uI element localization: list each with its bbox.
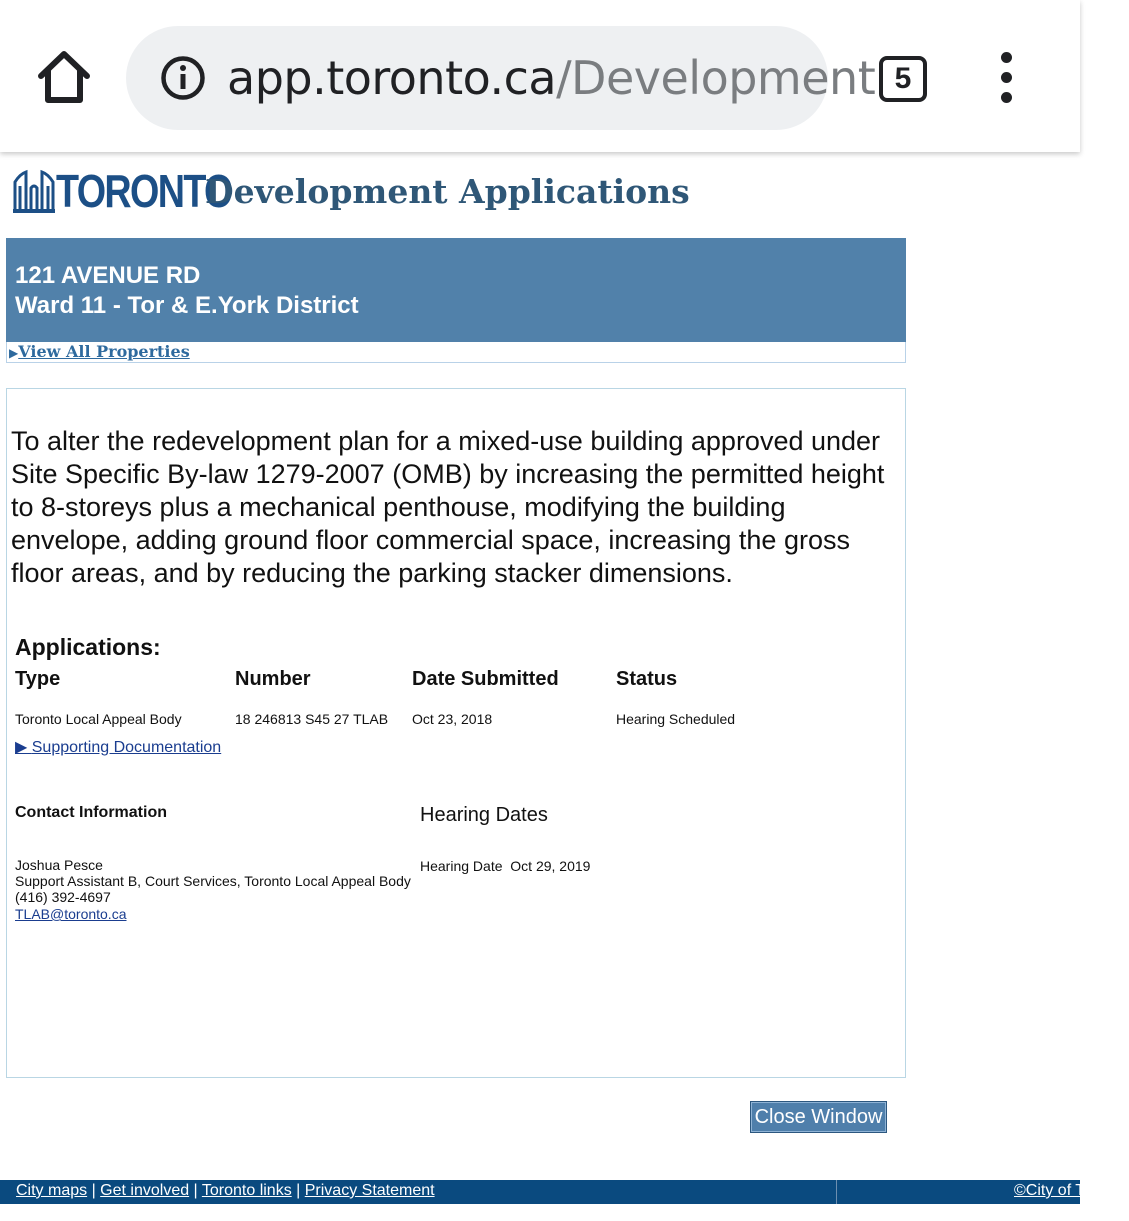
hearing-date-row bbox=[420, 857, 590, 875]
contact-email-link[interactable]: TLAB@toronto.ca bbox=[15, 906, 127, 922]
column-header-date-submitted: Date Submitted bbox=[412, 668, 559, 690]
contact-heading: Contact Information bbox=[15, 804, 167, 821]
hearing-dates-heading: Hearing Dates bbox=[420, 804, 548, 826]
column-header-number: Number bbox=[235, 668, 311, 690]
column-header-type: Type bbox=[15, 668, 61, 690]
property-ward: Ward 11 - Tor & E.York District bbox=[15, 292, 359, 319]
toronto-logo[interactable] bbox=[12, 160, 232, 217]
view-all-properties-label: View All Properties bbox=[18, 342, 190, 361]
properties-row bbox=[6, 342, 906, 363]
cell-status: Hearing Scheduled bbox=[616, 711, 736, 727]
application-description: To alter the redevelopment plan for a mixed-use building approved under Site Specific By-law 1279-2007 (OMB) by increasing the permitted height to 8-storeys plus a mechanical penthouse, modifying the building envelope, adding ground floor commercial space, increasing the gross floor areas, and by reducing the parking stacker dimensions. bbox=[11, 426, 885, 588]
url-text[interactable] bbox=[227, 50, 876, 106]
triangle-right-icon: ▶ bbox=[9, 346, 19, 360]
view-all-properties-link[interactable] bbox=[9, 342, 190, 363]
footer-links bbox=[16, 1181, 435, 1201]
contact-role: Support Assistant B, Court Services, Toronto Local Appeal Body bbox=[15, 873, 411, 889]
application-panel bbox=[6, 388, 906, 1078]
home-icon[interactable] bbox=[36, 48, 92, 108]
footer-divider bbox=[836, 1180, 837, 1204]
footer-copyright bbox=[1014, 1181, 1129, 1201]
column-header-status: Status bbox=[616, 668, 678, 690]
cell-number: 18 246813 S45 27 TLAB bbox=[235, 711, 389, 727]
supporting-documentation-link[interactable] bbox=[15, 738, 221, 758]
hearing-date-label: Hearing Date bbox=[420, 858, 503, 874]
footer-separator: | bbox=[291, 1182, 305, 1199]
page-title: Development Applications bbox=[205, 172, 690, 211]
footer-separator: | bbox=[189, 1182, 202, 1199]
triangle-right-icon: ▶ bbox=[15, 739, 32, 756]
tab-switcher-button[interactable]: 5 bbox=[879, 56, 927, 102]
footer-link-toronto-links[interactable]: Toronto links bbox=[201, 1182, 292, 1199]
property-header bbox=[6, 238, 906, 342]
copyright-link[interactable]: ©City of Toronto bbox=[1014, 1182, 1129, 1199]
contact-phone: (416) 392-4697 bbox=[15, 889, 111, 905]
close-window-button[interactable]: Close Window bbox=[750, 1101, 887, 1133]
logo-wordmark: TORONTO bbox=[56, 165, 232, 217]
city-hall-icon bbox=[12, 160, 56, 216]
hearing-date-value: Oct 29, 2019 bbox=[510, 858, 591, 874]
info-icon[interactable] bbox=[160, 55, 206, 101]
more-vert-icon[interactable] bbox=[990, 52, 1024, 104]
cell-date-submitted: Oct 23, 2018 bbox=[412, 711, 493, 727]
contact-name: Joshua Pesce bbox=[15, 857, 103, 873]
applications-heading: Applications: bbox=[15, 634, 161, 660]
footer bbox=[0, 1180, 1129, 1204]
url-path: /Development bbox=[556, 51, 876, 105]
footer-link-get-involved[interactable]: Get involved bbox=[100, 1182, 190, 1199]
cell-type: Toronto Local Appeal Body bbox=[15, 711, 182, 727]
supporting-documentation-label: Supporting Documentation bbox=[31, 739, 222, 756]
footer-link-privacy-statement[interactable]: Privacy Statement bbox=[304, 1182, 435, 1199]
url-host: app.toronto.ca bbox=[227, 51, 557, 105]
footer-link-city-maps[interactable]: City maps bbox=[16, 1182, 88, 1199]
property-address: 121 AVENUE RD bbox=[15, 262, 201, 289]
footer-separator: | bbox=[87, 1182, 101, 1199]
browser-toolbar bbox=[0, 0, 1080, 152]
address-bar[interactable] bbox=[126, 26, 876, 130]
